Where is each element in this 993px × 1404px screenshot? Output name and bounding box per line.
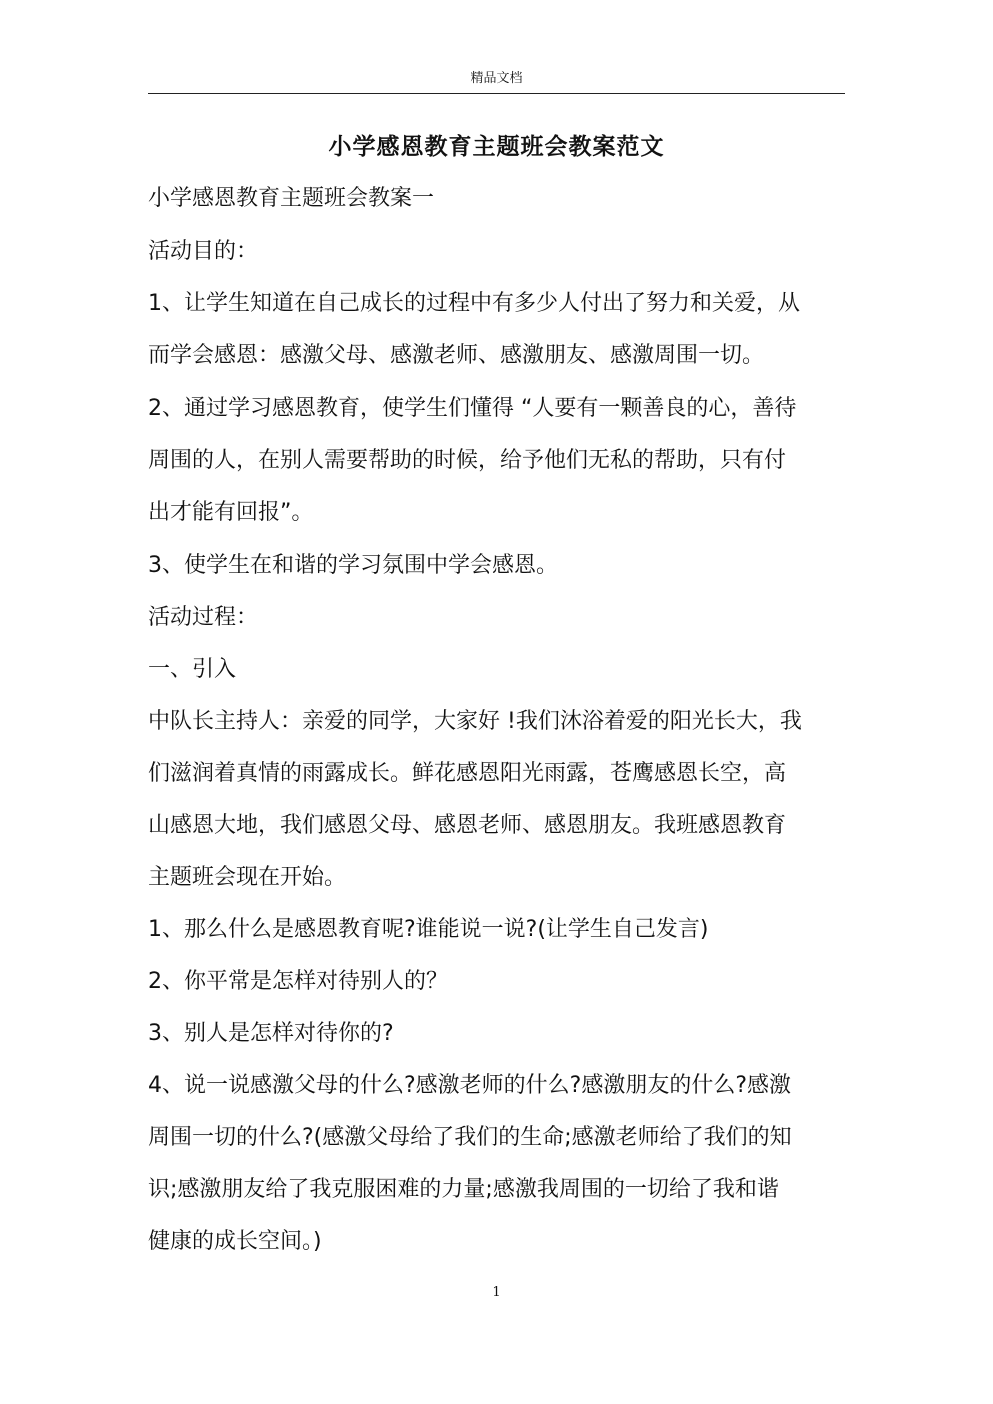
document-title: 小学感恩教育主题班会教案范文: [328, 133, 665, 160]
paragraph-line: 3、别人是怎样对待你的?: [148, 1021, 394, 1046]
paragraph-line: 2、你平常是怎样对待别人的？: [148, 969, 448, 994]
paragraph-line: 出才能有回报”。: [148, 500, 314, 525]
paragraph-line: 识;感激朋友给了我克服困难的力量;感激我周围的一切给了我和谐: [148, 1177, 779, 1202]
paragraph-line: 而学会感恩：感激父母、感激老师、感激朋友、感激周围一切。: [148, 343, 765, 368]
paragraph-line: 健康的成长空间。): [148, 1229, 322, 1254]
paragraph-line: 一、引入: [148, 657, 237, 682]
paragraph-line: 活动目的：: [148, 239, 259, 264]
paragraph-line: 1、那么什么是感恩教育呢?谁能说一说?(让学生自己发言): [148, 917, 709, 942]
paragraph-line: 们滋润着真情的雨露成长。鲜花感恩阳光雨露，苍鹰感恩长空，高: [148, 761, 787, 786]
section-heading: 小学感恩教育主题班会教案一: [148, 186, 435, 211]
page-header: 精品文档: [470, 71, 523, 86]
paragraph-line: 中队长主持人：亲爱的同学，大家好 !我们沐浴着爱的阳光长大，我: [148, 709, 802, 734]
paragraph-line: 周围的人，在别人需要帮助的时候，给予他们无私的帮助，只有付: [148, 448, 787, 473]
paragraph-line: 3、使学生在和谐的学习氛围中学会感恩。: [148, 553, 558, 578]
paragraph-line: 周围一切的什么?(感激父母给了我们的生命;感激老师给了我们的知: [148, 1125, 792, 1150]
paragraph-line: 2、通过学习感恩教育，使学生们懂得 “人要有一颗善良的心，善待: [148, 396, 797, 421]
paragraph-line: 1、让学生知道在自己成长的过程中有多少人付出了努力和关爱，从: [148, 291, 800, 316]
page-number: 1: [492, 1285, 501, 1300]
paragraph-line: 4、说一说感激父母的什么?感激老师的什么?感激朋友的什么?感激: [148, 1073, 792, 1098]
paragraph-line: 活动过程：: [148, 605, 259, 630]
paragraph-line: 主题班会现在开始。: [148, 865, 347, 890]
paragraph-line: 山感恩大地，我们感恩父母、感恩老师、感恩朋友。我班感恩教育: [148, 813, 787, 838]
header-divider: [148, 93, 845, 94]
